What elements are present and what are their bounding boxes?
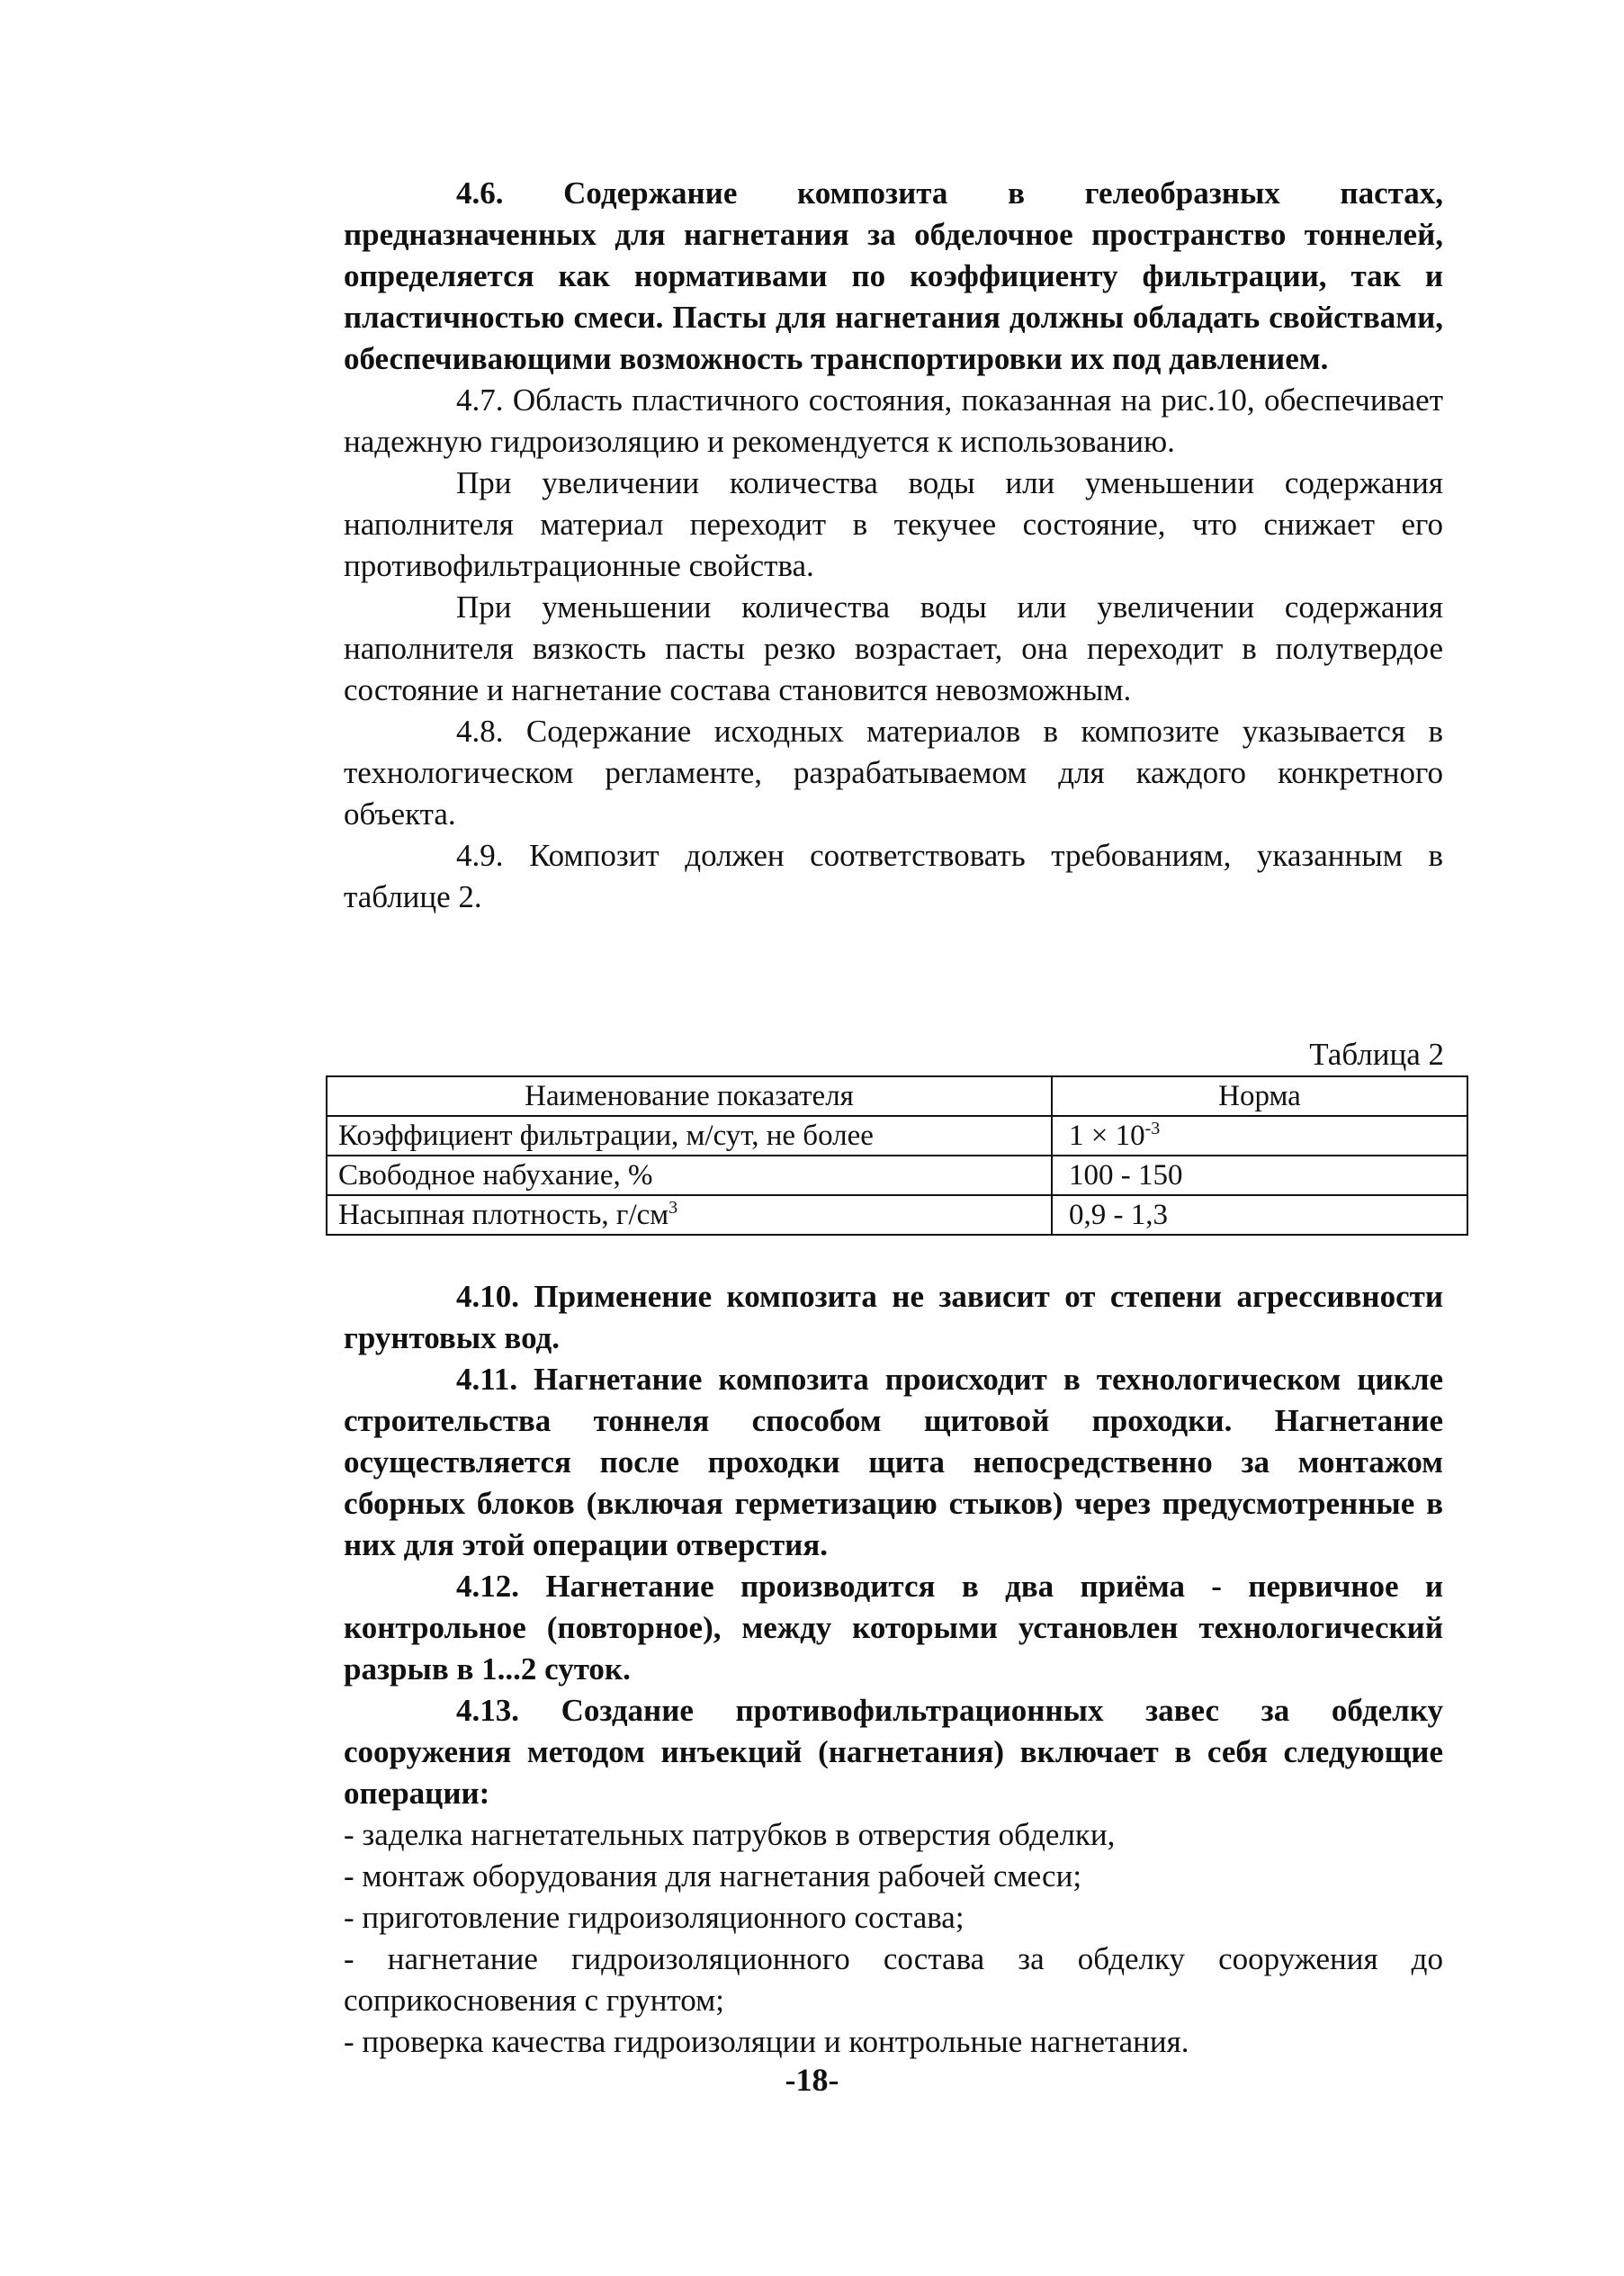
paragraph-4-13: 4.13. Создание противофильтрационных завес за обделку сооружения методом инъекций (нагнетания) включает в себя следующие операции:	[344, 1693, 1443, 1811]
bottom-text-block	[344, 1276, 1443, 2063]
table-row	[327, 1195, 1467, 1235]
paragraph-4-8: 4.8. Содержание исходных материалов в композите указывается в технологическом регламенте, разрабатываемом для каждого конкретного объекта.	[344, 714, 1443, 832]
table-cell-indicator: Свободное набухание, %	[327, 1156, 1052, 1195]
column-header-indicator: Наименование показателя	[327, 1076, 1052, 1116]
unit-exponent: 3	[668, 1198, 678, 1218]
table-cell-indicator: Коэффициент фильтрации, м/сут, не более	[327, 1116, 1052, 1156]
list-item: - проверка качества гидроизоляции и контрольные нагнетания.	[344, 2024, 1189, 2059]
table-header-row	[327, 1076, 1467, 1116]
table-cell-indicator	[327, 1195, 1052, 1235]
table-caption: Таблица 2	[1309, 1037, 1444, 1072]
operations-list	[344, 1814, 1443, 2063]
norm-exponent: -3	[1144, 1119, 1161, 1138]
paragraph-4-9: 4.9. Композит должен соответствовать требованиям, указанным в таблице 2.	[344, 838, 1443, 914]
paragraph-water-decrease: При уменьшении количества воды или увеличении содержания наполнителя вязкость пасты резко возрастает, она переходит в полутвердое состояние и нагнетание состава становится невозможным.	[344, 589, 1443, 707]
paragraph-4-7: 4.7. Область пластичного состояния, показанная на рис.10, обеспечивает надежную гидроизоляцию и рекомендуется к использованию.	[344, 382, 1443, 459]
list-item: - нагнетание гидроизоляционного состава за обделку сооружения до соприкосновения с грунтом;	[344, 1941, 1443, 2018]
indicator-label: Насыпная плотность, г/см	[338, 1199, 669, 1231]
table-row	[327, 1116, 1467, 1156]
column-header-norm: Норма	[1052, 1076, 1467, 1116]
paragraph-4-6: 4.6. Содержание композита в гелеобразных пастах, предназначенных для нагнетания за обделочное пространство тоннелей, определяется как нормативами по коэффициенту фильтрации, так и пластичностью смеси. Пасты для нагнетания должны обладать свойствами, обеспечивающими возможность транспортировки их под давлением.	[344, 175, 1443, 376]
list-item: - монтаж оборудования для нагнетания рабочей смеси;	[344, 1858, 1082, 1894]
requirements-table	[326, 1075, 1468, 1236]
table-row	[327, 1156, 1467, 1195]
paragraph-water-increase: При увеличении количества воды или уменьшении содержания наполнителя материал переходит в текучее состояние, что снижает его противофильтрационные свойства.	[344, 465, 1443, 583]
table-cell-norm: 0,9 - 1,3	[1052, 1195, 1467, 1235]
paragraph-4-11: 4.11. Нагнетание композита происходит в технологическом цикле строительства тоннеля способом щитовой проходки. Нагнетание осуществляется после проходки щита непосредственно за монтажом сборных блоков (включая герметизацию стыков) через предусмотренные в них для этой операции отверстия.	[344, 1362, 1443, 1562]
list-item: - приготовление гидроизоляционного состава;	[344, 1900, 965, 1935]
list-item: - заделка нагнетательных патрубков в отверстия обделки,	[344, 1817, 1116, 1852]
paragraph-4-12: 4.12. Нагнетание производится в два приёма - первичное и контрольное (повторное), между которыми установлен технологический разрыв в 1...2 суток.	[344, 1569, 1443, 1687]
table-cell-norm: 100 - 150	[1052, 1156, 1467, 1195]
paragraph-4-10: 4.10. Применение композита не зависит от степени агрессивности грунтовых вод.	[344, 1279, 1443, 1355]
table-cell-norm	[1052, 1116, 1467, 1156]
top-text-block	[344, 173, 1443, 918]
page-number: -18-	[785, 2062, 839, 2098]
norm-value: 1 × 10	[1069, 1120, 1145, 1152]
